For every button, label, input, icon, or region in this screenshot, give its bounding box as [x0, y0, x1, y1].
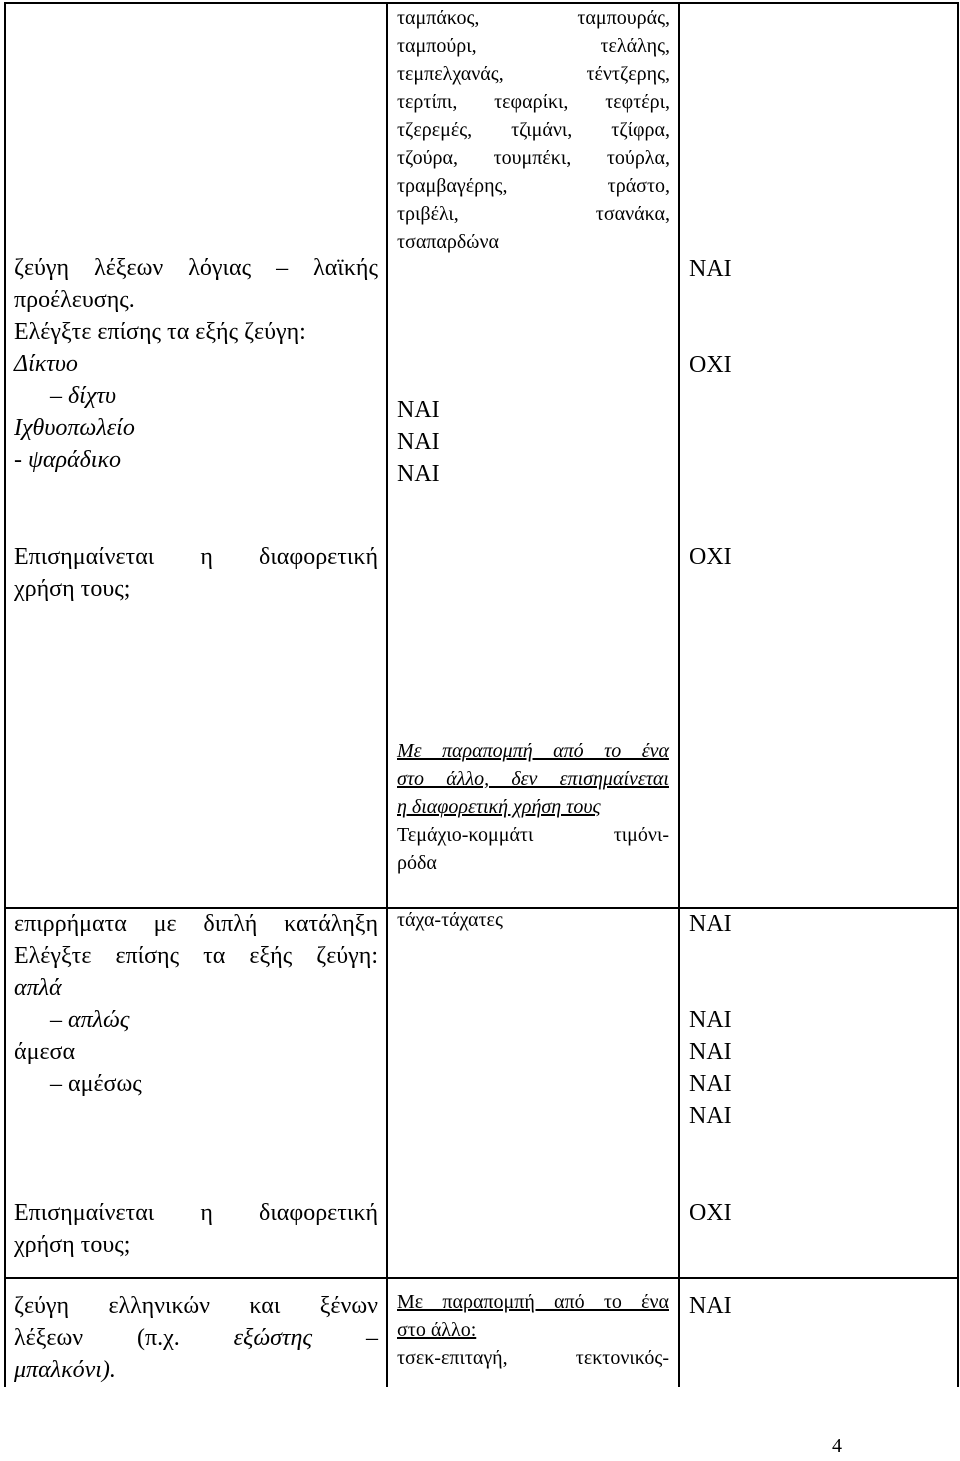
row1-pair2-b: - ψαράδικο — [14, 447, 121, 473]
table-divider-2 — [678, 3, 680, 1387]
row6-left-cell — [14, 1290, 378, 1386]
row1-right-answer-2: ΟΧΙ — [689, 352, 732, 378]
word-line-5: τζερεμές, τζιμάνι, τζίφρα, — [397, 119, 670, 141]
row4-pair1-a: απλά — [14, 975, 62, 1001]
row3-note-line2: στο άλλο, δεν επισημαίνεται — [397, 768, 669, 790]
row4-middle-text: τάχα-τάχατες — [397, 909, 503, 931]
row2-left-line2: χρήση τους; — [14, 576, 131, 602]
row4-left-cell — [14, 908, 378, 1100]
word-line-7: τραμβαγέρης, τράστο, — [397, 175, 670, 197]
row6-middle-line2: στο άλλο: — [397, 1319, 477, 1341]
table-border-right — [957, 3, 959, 1387]
row4-pair1-b: – απλώς — [50, 1007, 130, 1033]
row3-example-line2: ρόδα — [397, 852, 437, 874]
answer-nai: ΝΑΙ — [689, 1039, 732, 1065]
row1-left-line1: ζεύγη λέξεων λόγιας – λαϊκής — [14, 255, 378, 281]
word-line-1: ταμπάκος, ταμπουράς, — [397, 7, 670, 29]
answer-nai: ΝΑΙ — [689, 1103, 732, 1129]
word-line-4: τερτίπι, τεφαρίκι, τεφτέρι, — [397, 91, 670, 113]
answer-nai: ΝΑΙ — [689, 1071, 732, 1097]
row2-right-answer: ΟΧΙ — [689, 544, 732, 570]
row6-right-answer: ΝΑΙ — [689, 1293, 732, 1319]
row-divider-2 — [4, 1277, 959, 1279]
row5-left-line2: χρήση τους; — [14, 1232, 131, 1258]
row6-left-line1: ζεύγη ελληνικών και ξένων — [14, 1293, 379, 1319]
row4-left-line1: επιρρήματα με διπλή κατάληξη — [14, 911, 378, 937]
row4-pair2-b: – αμέσως — [50, 1071, 142, 1097]
row3-example-line1: Τεμάχιο-κομμάτι τιμόνι- — [397, 824, 669, 846]
row4-left-line2: Ελέγξτε επίσης τα εξής ζεύγη: — [14, 943, 378, 969]
answer-nai: ΝΑΙ — [397, 461, 440, 487]
row3-note-line3: η διαφορετική χρήση τους — [397, 796, 601, 818]
row1-left-line2: προέλευσης. — [14, 287, 135, 313]
answer-nai: ΝΑΙ — [397, 397, 440, 423]
row1-right-answer-1: ΝΑΙ — [689, 256, 732, 282]
word-line-3: τεμπελχανάς, τέντζερης, — [397, 63, 670, 85]
row5-left-line1: Επισημαίνεται η διαφορετική — [14, 1200, 379, 1226]
row6-middle-cell — [397, 1288, 669, 1372]
row3-note-line1: Με παραπομπή από το ένα — [397, 740, 669, 762]
row3-note — [397, 737, 669, 821]
answer-nai: ΝΑΙ — [397, 429, 440, 455]
table-border-left — [4, 3, 6, 1387]
word-line-9: τσαπαρδώνα — [397, 231, 499, 253]
row1-middle-answers — [397, 394, 440, 490]
row1-left-line3: Ελέγξτε επίσης τα εξής ζεύγη: — [14, 319, 306, 345]
answer-nai: ΝΑΙ — [689, 1007, 732, 1033]
word-line-6: τζούρα, τουμπέκι, τούρλα, — [397, 147, 670, 169]
row4-right-answers — [689, 908, 732, 1132]
row6-left-line3: μπαλκόνι). — [14, 1357, 116, 1383]
row6-left-line2: λέξεων (π.χ. εξώστης – — [14, 1325, 378, 1351]
row2-left-cell — [14, 541, 378, 605]
row5-left-cell — [14, 1197, 378, 1261]
row4-pair2-a: άμεσα — [14, 1039, 76, 1065]
row6-middle-line1: Με παραπομπή από το ένα — [397, 1291, 669, 1313]
word-line-8: τριβέλι, τσανάκα, — [397, 203, 670, 225]
row1-pair2-a: Ιχθυοπωλείο — [14, 415, 135, 441]
page-number: 4 — [832, 1435, 842, 1457]
row1-pair1-b: – δίχτυ — [50, 383, 116, 409]
row6-middle-line3: τσεκ-επιταγή, τεκτονικός- — [397, 1347, 669, 1369]
table-divider-1 — [386, 3, 388, 1387]
word-line-2: ταμπούρι, τελάλης, — [397, 35, 670, 57]
row1-pair1-a: Δίκτυο — [14, 351, 78, 377]
row1-word-list — [397, 4, 670, 256]
row1-left-cell — [14, 252, 378, 476]
answer-nai: ΝΑΙ — [689, 911, 732, 937]
row2-left-line1: Επισημαίνεται η διαφορετική — [14, 544, 379, 570]
row3-example — [397, 821, 669, 877]
row5-right-answer: ΟΧΙ — [689, 1200, 732, 1226]
